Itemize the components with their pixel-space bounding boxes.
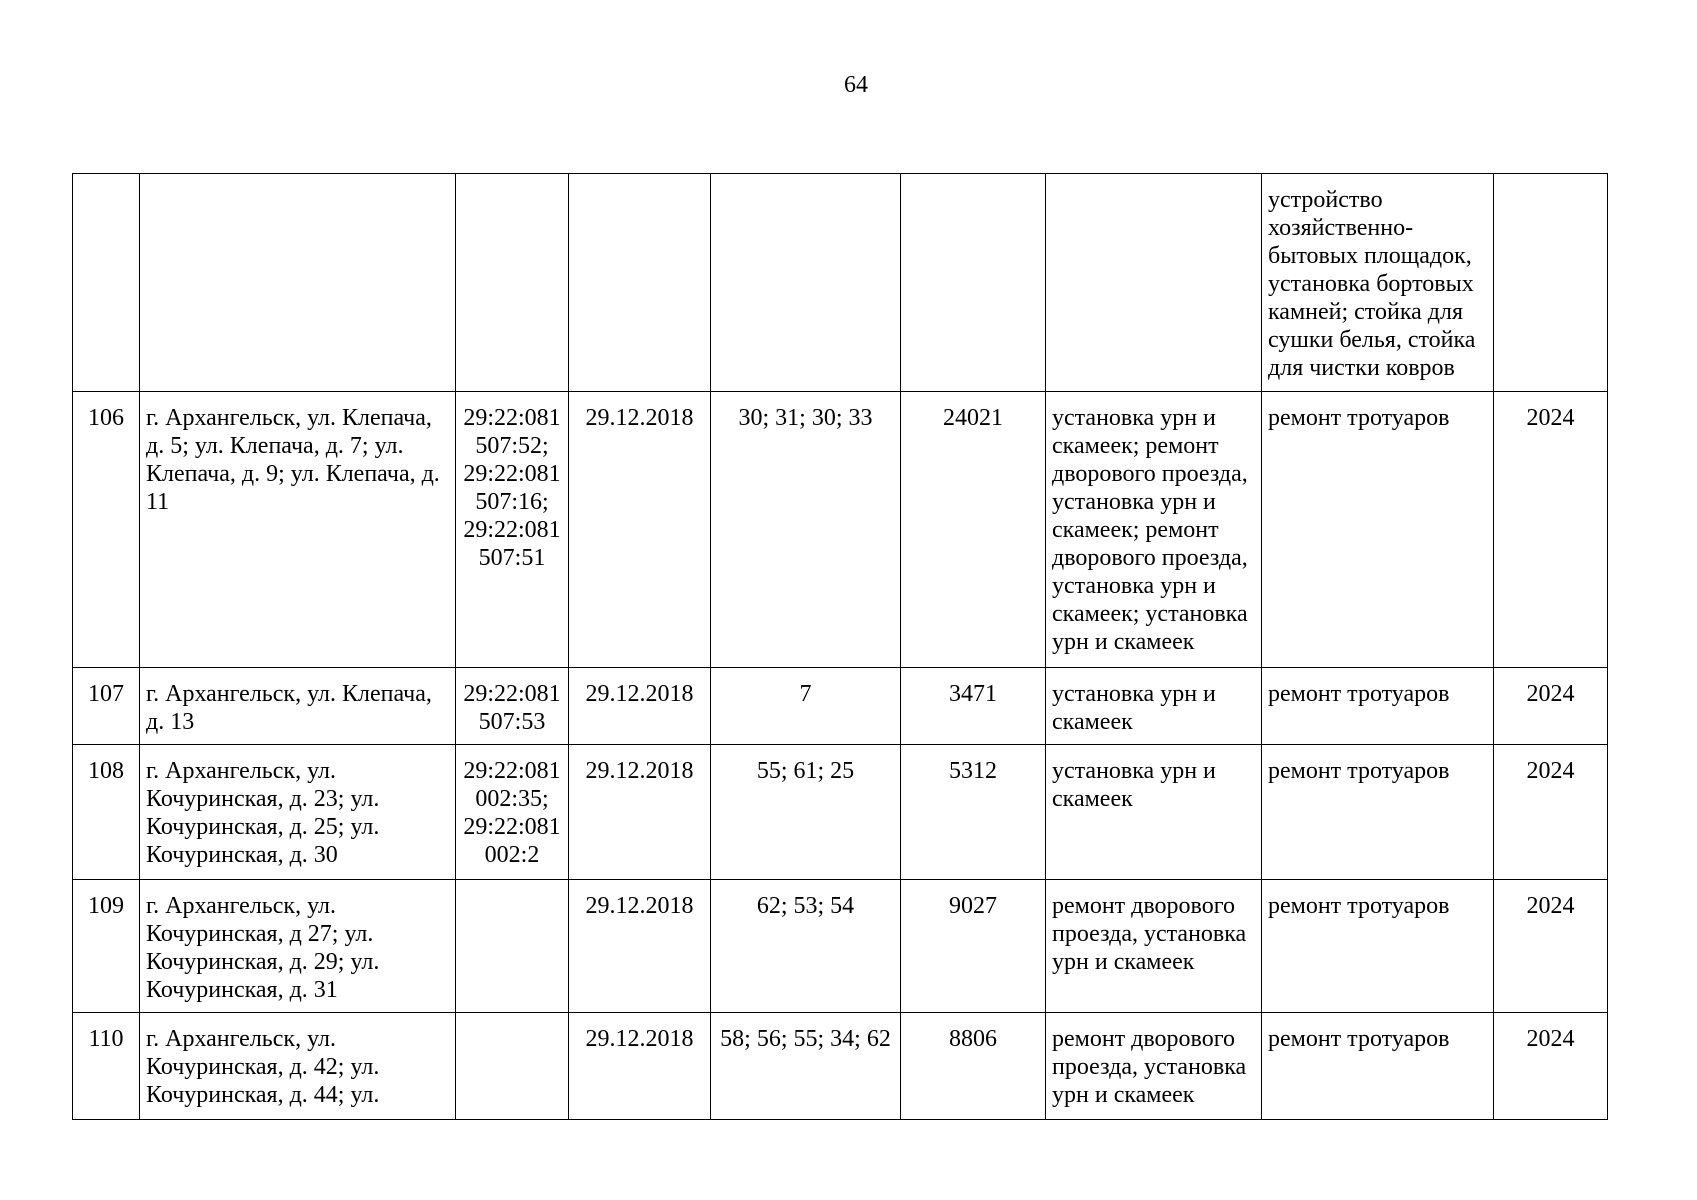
table-cell-area: 24021 bbox=[901, 392, 1046, 668]
table-cell-date: 29.12.2018 bbox=[569, 392, 711, 668]
table-row bbox=[73, 880, 1608, 1013]
table-row bbox=[73, 1013, 1608, 1120]
table-cell-area: 3471 bbox=[901, 668, 1046, 745]
table-cell-year: 2024 bbox=[1494, 1013, 1608, 1120]
table-cell-number: 107 bbox=[73, 668, 140, 745]
table-row bbox=[73, 668, 1608, 745]
table-cell-works-additional: ремонт тротуаров bbox=[1262, 880, 1494, 1013]
table-cell-number: 109 bbox=[73, 880, 140, 1013]
table-cell-date bbox=[569, 174, 711, 392]
table-cell-date: 29.12.2018 bbox=[569, 745, 711, 880]
table-cell-cadastral: 29:22:081507:53 bbox=[456, 668, 569, 745]
table-cell-cadastral: 29:22:081507:52; 29:22:081507:16; 29:22:081507:51 bbox=[456, 392, 569, 668]
table-cell-area: 9027 bbox=[901, 880, 1046, 1013]
data-table-body bbox=[73, 174, 1608, 1120]
table-cell-cadastral bbox=[456, 1013, 569, 1120]
table-cell-works: ремонт дворового проезда, установка урн и скамеек bbox=[1046, 1013, 1262, 1120]
table-cell-values: 55; 61; 25 bbox=[711, 745, 901, 880]
table-cell-year: 2024 bbox=[1494, 668, 1608, 745]
table-cell-date: 29.12.2018 bbox=[569, 880, 711, 1013]
table-cell-address: г. Архангельск, ул. Кочуринская, д. 42; ул. Кочуринская, д. 44; ул. bbox=[140, 1013, 456, 1120]
table-cell-year: 2024 bbox=[1494, 880, 1608, 1013]
table-cell-works: установка урн и скамеек bbox=[1046, 668, 1262, 745]
table-cell-values: 58; 56; 55; 34; 62 bbox=[711, 1013, 901, 1120]
table-cell-area: 8806 bbox=[901, 1013, 1046, 1120]
table-cell-address: г. Архангельск, ул. Клепача, д. 13 bbox=[140, 668, 456, 745]
table-cell-date: 29.12.2018 bbox=[569, 1013, 711, 1120]
table-cell-cadastral bbox=[456, 880, 569, 1013]
table-cell-address: г. Архангельск, ул. Кочуринская, д 27; ул. Кочуринская, д. 29; ул. Кочуринская, д. 31 bbox=[140, 880, 456, 1013]
table-cell-address: г. Архангельск, ул. Кочуринская, д. 23; ул. Кочуринская, д. 25; ул. Кочуринская, д. 30 bbox=[140, 745, 456, 880]
table-cell-year bbox=[1494, 174, 1608, 392]
table-cell-year: 2024 bbox=[1494, 745, 1608, 880]
table-row bbox=[73, 174, 1608, 392]
table-cell-works bbox=[1046, 174, 1262, 392]
table-cell-number bbox=[73, 174, 140, 392]
table-cell-area: 5312 bbox=[901, 745, 1046, 880]
table-cell-works: ремонт дворового проезда, установка урн и скамеек bbox=[1046, 880, 1262, 1013]
table-cell-works-additional: ремонт тротуаров bbox=[1262, 668, 1494, 745]
table-row bbox=[73, 392, 1608, 668]
table-cell-works: установка урн и скамеек bbox=[1046, 745, 1262, 880]
table-cell-works-additional: ремонт тротуаров bbox=[1262, 392, 1494, 668]
table-cell-values: 62; 53; 54 bbox=[711, 880, 901, 1013]
table-cell-address: г. Архангельск, ул. Клепача, д. 5; ул. Клепача, д. 7; ул. Клепача, д. 9; ул. Клепача, д. 11 bbox=[140, 392, 456, 668]
data-table bbox=[72, 173, 1608, 1120]
table-cell-cadastral: 29:22:081002:35; 29:22:081002:2 bbox=[456, 745, 569, 880]
table-cell-address bbox=[140, 174, 456, 392]
table-cell-area bbox=[901, 174, 1046, 392]
table-cell-values: 30; 31; 30; 33 bbox=[711, 392, 901, 668]
table-cell-number: 106 bbox=[73, 392, 140, 668]
table-cell-year: 2024 bbox=[1494, 392, 1608, 668]
table-cell-works-additional: устройство хозяйственно-бытовых площадок, установка бортовых камней; стойка для сушки белья, стойка для чистки ковров bbox=[1262, 174, 1494, 392]
table-cell-date: 29.12.2018 bbox=[569, 668, 711, 745]
table-cell-cadastral bbox=[456, 174, 569, 392]
table-cell-number: 110 bbox=[73, 1013, 140, 1120]
table-cell-works-additional: ремонт тротуаров bbox=[1262, 745, 1494, 880]
page-number: 64 bbox=[844, 72, 868, 98]
table-row bbox=[73, 745, 1608, 880]
table-cell-values bbox=[711, 174, 901, 392]
table-cell-values: 7 bbox=[711, 668, 901, 745]
table-cell-works: установка урн и скамеек; ремонт дворового проезда, установка урн и скамеек; ремонт дворового проезда, установка урн и скамеек; установка урн и скамеек bbox=[1046, 392, 1262, 668]
table-cell-works-additional: ремонт тротуаров bbox=[1262, 1013, 1494, 1120]
table-cell-number: 108 bbox=[73, 745, 140, 880]
